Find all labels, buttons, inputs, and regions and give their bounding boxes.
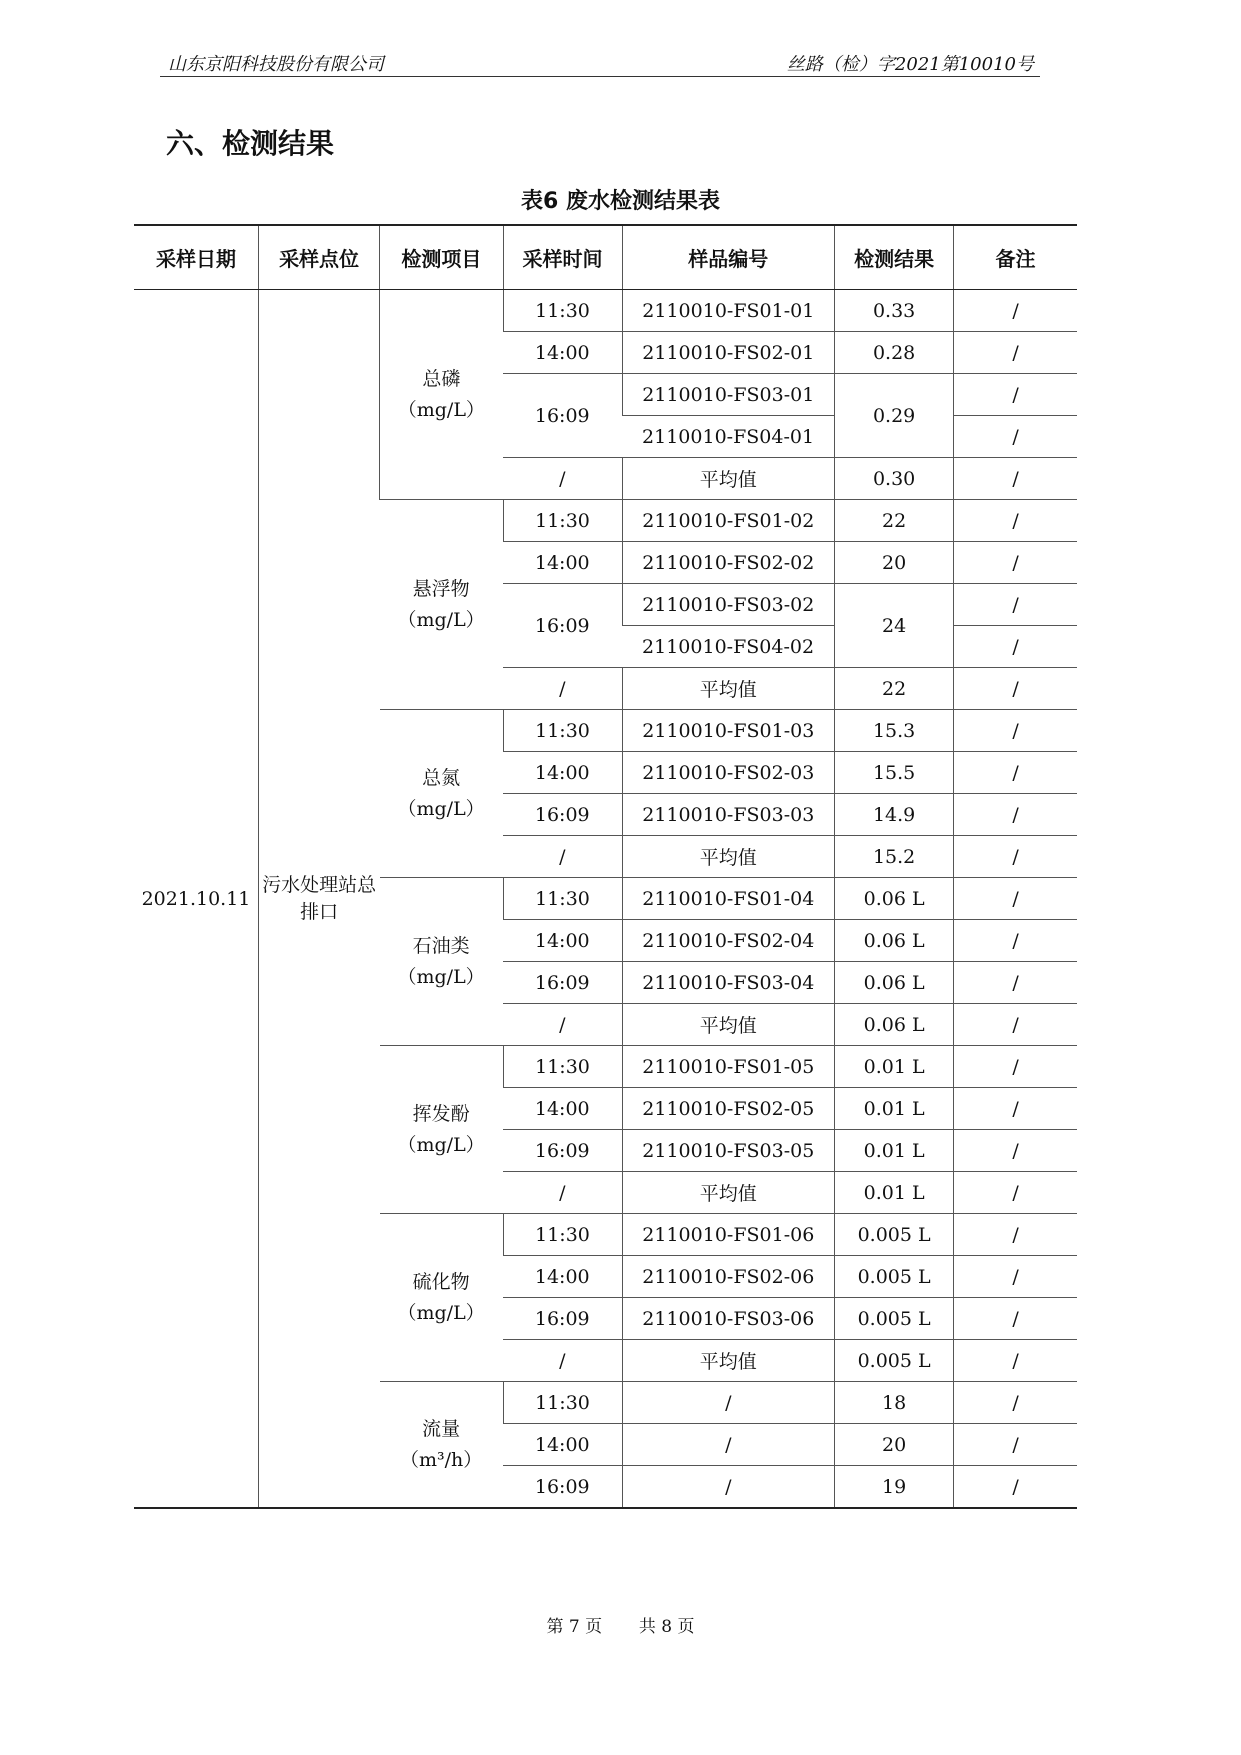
note-cell: / [954,710,1077,752]
result-cell: 24 [835,584,954,668]
sample-id-cell: 2110010-FS04-01 [622,416,835,458]
test-item-unit: （mg/L） [397,398,485,421]
sampling-time-cell: / [503,1004,622,1046]
test-item-cell [380,1046,503,1214]
sample-id-cell: 2110010-FS03-06 [622,1298,835,1340]
sample-id-cell: 2110010-FS02-05 [622,1088,835,1130]
sample-id-cell: / [622,1424,835,1466]
sampling-time-cell: / [503,1172,622,1214]
sample-id-cell: 2110010-FS02-03 [622,752,835,794]
test-item-cell [380,500,503,710]
results-table [134,224,1077,1509]
result-cell: 22 [835,668,954,710]
sample-id-cell: 2110010-FS01-06 [622,1214,835,1256]
test-item-unit: （mg/L） [397,1133,485,1156]
sampling-time-cell: 11:30 [503,710,622,752]
sampling-time-cell: / [503,458,622,500]
note-cell: / [954,1004,1077,1046]
sample-id-cell: 2110010-FS02-01 [622,332,835,374]
sample-id-cell: 平均值 [622,1004,835,1046]
sampling-time-cell: 11:30 [503,1046,622,1088]
sample-id-cell: 平均值 [622,458,835,500]
result-cell: 0.30 [835,458,954,500]
result-cell: 0.06 L [835,878,954,920]
sampling-time-cell: 14:00 [503,1424,622,1466]
table-row [134,290,1077,332]
note-cell: / [954,1298,1077,1340]
sample-id-cell: 2110010-FS03-02 [622,584,835,626]
sampling-time-cell: 11:30 [503,290,622,332]
test-item-name: 总磷 [422,368,461,391]
note-cell: / [954,1088,1077,1130]
sampling-time-cell: 11:30 [503,878,622,920]
result-cell: 0.005 L [835,1256,954,1298]
test-item-cell [380,878,503,1046]
result-cell: 0.06 L [835,1004,954,1046]
sample-id-cell: / [622,1382,835,1424]
sample-id-cell: 2110010-FS01-05 [622,1046,835,1088]
sampling-time-cell: 14:00 [503,1088,622,1130]
note-cell: / [954,752,1077,794]
note-cell: / [954,374,1077,416]
result-cell: 0.005 L [835,1214,954,1256]
sample-id-cell: 2110010-FS02-06 [622,1256,835,1298]
note-cell: / [954,962,1077,1004]
page-number: 第 7 页 [546,1617,603,1637]
sampling-time-cell: 14:00 [503,542,622,584]
note-cell: / [954,332,1077,374]
sampling-time-cell: 11:30 [503,500,622,542]
sample-id-cell: 2110010-FS03-05 [622,1130,835,1172]
note-cell: / [954,626,1077,668]
page-total: 共 8 页 [638,1617,695,1637]
note-cell: / [954,668,1077,710]
table-body [134,290,1077,1509]
result-cell: 0.06 L [835,920,954,962]
sampling-time-cell: 14:00 [503,1256,622,1298]
sampling-time-cell: 16:09 [503,1466,622,1509]
note-cell: / [954,290,1077,332]
test-item-name: 悬浮物 [412,578,470,601]
note-cell: / [954,416,1077,458]
sampling-time-cell: / [503,668,622,710]
test-item-name: 挥发酚 [412,1103,470,1126]
sampling-time-cell: 16:09 [503,962,622,1004]
result-cell: 22 [835,500,954,542]
sampling-time-cell: 16:09 [503,794,622,836]
sample-id-cell: 平均值 [622,1340,835,1382]
note-cell: / [954,1214,1077,1256]
sampling-time-cell: 16:09 [503,1130,622,1172]
result-cell: 14.9 [835,794,954,836]
result-cell: 0.28 [835,332,954,374]
page-header [160,46,1040,77]
test-item-cell [380,1214,503,1382]
sample-id-cell: 2110010-FS01-01 [622,290,835,332]
sampling-time-cell: 16:09 [503,584,622,668]
sampling-point-cell: 污水处理站总排口 [258,290,379,1509]
section-title: 六、检测结果 [166,127,335,160]
sampling-time-cell: 14:00 [503,920,622,962]
result-cell: 0.33 [835,290,954,332]
table-title: 表6 废水检测结果表 [521,189,720,214]
note-cell: / [954,500,1077,542]
sampling-time-cell: 14:00 [503,752,622,794]
result-cell: 0.005 L [835,1298,954,1340]
col-header-date: 采样日期 [134,225,258,290]
sample-id-cell: 2110010-FS04-02 [622,626,835,668]
note-cell: / [954,458,1077,500]
sample-id-cell: 2110010-FS01-03 [622,710,835,752]
result-cell: 0.01 L [835,1130,954,1172]
col-header-point: 采样点位 [258,225,379,290]
test-item-name: 硫化物 [412,1271,470,1294]
note-cell: / [954,584,1077,626]
col-header-item: 检测项目 [380,225,503,290]
result-cell: 18 [835,1382,954,1424]
sample-id-cell: 2110010-FS03-03 [622,794,835,836]
result-cell: 0.29 [835,374,954,458]
result-cell: 0.01 L [835,1088,954,1130]
sampling-time-cell: 16:09 [503,1298,622,1340]
sample-id-cell: 2110010-FS01-04 [622,878,835,920]
result-cell: 19 [835,1466,954,1509]
col-header-note: 备注 [954,225,1077,290]
sampling-time-cell: 11:30 [503,1382,622,1424]
test-item-name: 流量 [422,1418,461,1441]
note-cell: / [954,878,1077,920]
sampling-time-cell: 16:09 [503,374,622,458]
sample-id-cell: 平均值 [622,668,835,710]
table-header-row [134,225,1077,290]
sample-id-cell: 2110010-FS03-01 [622,374,835,416]
note-cell: / [954,1382,1077,1424]
result-cell: 15.5 [835,752,954,794]
test-item-unit: （mg/L） [397,1301,485,1324]
sample-id-cell: 2110010-FS02-02 [622,542,835,584]
sampling-time-cell: 11:30 [503,1214,622,1256]
sampling-time-cell: / [503,1340,622,1382]
company-name: 山东京阳科技股份有限公司 [168,54,384,75]
sampling-date-cell: 2021.10.11 [134,290,258,1509]
sample-id-cell: 2110010-FS02-04 [622,920,835,962]
page-footer [0,1612,1241,1637]
sampling-time-cell: / [503,836,622,878]
sample-id-cell: 2110010-FS03-04 [622,962,835,1004]
test-item-cell [380,290,503,500]
note-cell: / [954,836,1077,878]
note-cell: / [954,1424,1077,1466]
note-cell: / [954,1340,1077,1382]
sample-id-cell: 平均值 [622,836,835,878]
report-number: 丝路（检）字2021第10010号 [786,54,1034,75]
col-header-sample: 样品编号 [622,225,835,290]
note-cell: / [954,1466,1077,1509]
result-cell: 0.005 L [835,1340,954,1382]
note-cell: / [954,1046,1077,1088]
test-item-name: 总氮 [422,767,461,790]
sample-id-cell: 2110010-FS01-02 [622,500,835,542]
test-item-unit: （mg/L） [397,797,485,820]
test-item-name: 石油类 [412,935,470,958]
result-cell: 0.01 L [835,1172,954,1214]
col-header-result: 检测结果 [835,225,954,290]
result-cell: 15.2 [835,836,954,878]
sample-id-cell: 平均值 [622,1172,835,1214]
note-cell: / [954,1256,1077,1298]
test-item-unit: （mg/L） [397,965,485,988]
note-cell: / [954,794,1077,836]
result-cell: 20 [835,1424,954,1466]
note-cell: / [954,920,1077,962]
result-cell: 0.06 L [835,962,954,1004]
test-item-unit: （mg/L） [397,608,485,631]
test-item-unit: （m³/h） [399,1448,483,1471]
note-cell: / [954,1130,1077,1172]
result-cell: 0.01 L [835,1046,954,1088]
result-cell: 20 [835,542,954,584]
sample-id-cell: / [622,1466,835,1509]
test-item-cell [380,710,503,878]
note-cell: / [954,1172,1077,1214]
test-item-cell [380,1382,503,1509]
sampling-time-cell: 14:00 [503,332,622,374]
note-cell: / [954,542,1077,584]
col-header-time: 采样时间 [503,225,622,290]
result-cell: 15.3 [835,710,954,752]
